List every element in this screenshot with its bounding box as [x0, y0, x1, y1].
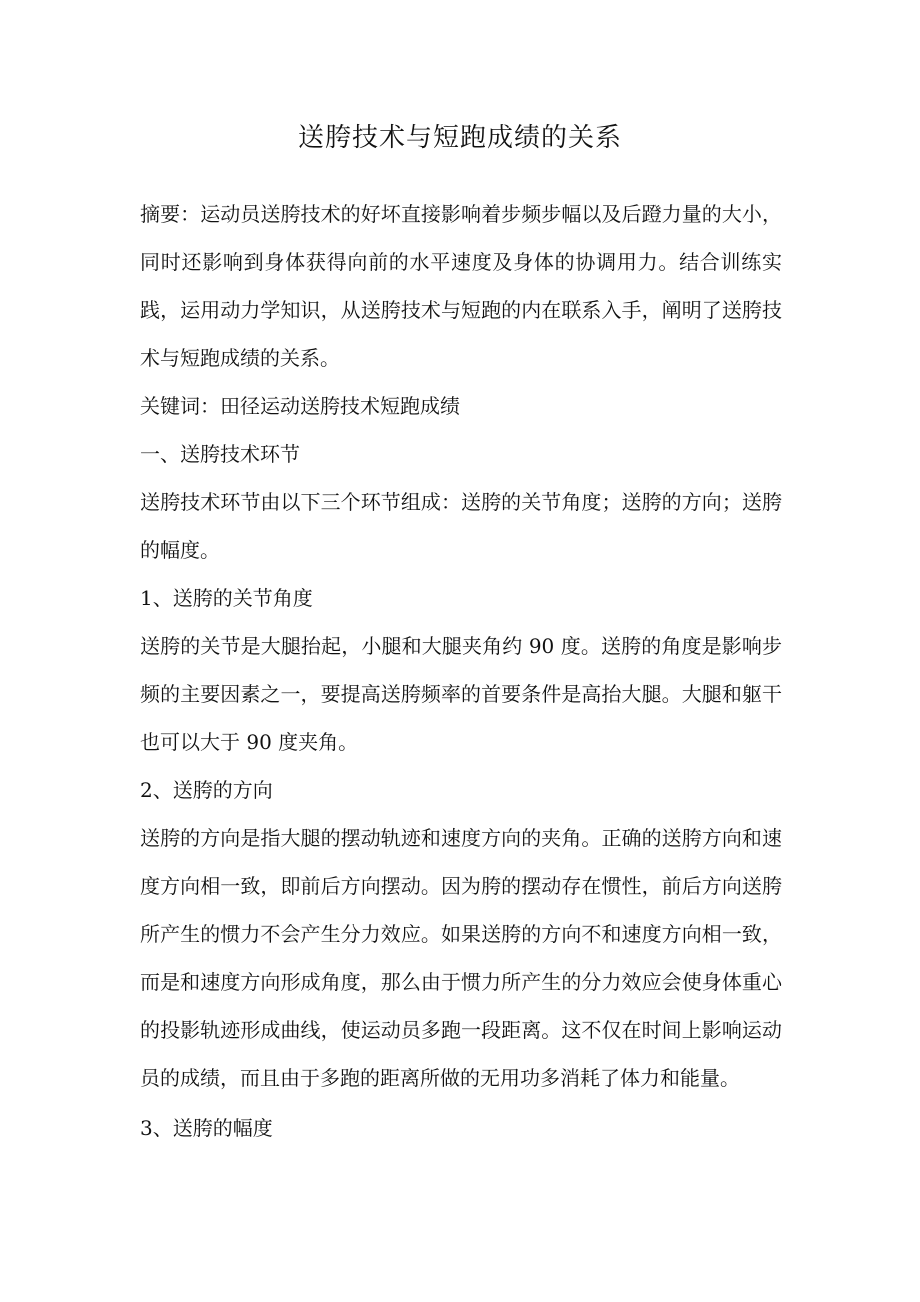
subsection-2-heading: 2、送胯的方向	[140, 778, 273, 802]
subsection-1-heading: 1、送胯的关节角度	[140, 586, 313, 610]
section-1-heading: 一、送胯技术环节	[140, 442, 300, 466]
document-title: 送胯技术与短跑成绩的关系	[297, 123, 622, 153]
subsection-2-paragraph: 送胯的方向是指大腿的摆动轨迹和速度方向的夹角。正确的送胯方向和速度方向相一致，即前后方向摆动。因为胯的摆动存在惯性，前后方向送胯所产生的惯力不会产生分力效应。如果送胯的方向不和速度方向相一致，而是和速度方向形成角度，那么由于惯力所产生的分力效应会使身体重心的投影轨迹形成曲线，使运动员多跑一段距离。这不仅在时间上影响运动员的成绩，而且由于多跑的距离所做的无用功多消耗了体力和能量。	[140, 826, 782, 1090]
keywords-line: 关键词：田径运动送胯技术短跑成绩	[140, 394, 460, 418]
subsection-1-paragraph: 送胯的关节是大腿抬起，小腿和大腿夹角约 90 度。送胯的角度是影响步频的主要因素之一，要提高送胯频率的首要条件是高抬大腿。大腿和躯干也可以大于 90 度夹角。	[140, 634, 782, 754]
document-body	[140, 190, 782, 1152]
section-1-paragraph: 送胯技术环节由以下三个环节组成：送胯的关节角度；送胯的方向；送胯的幅度。	[140, 490, 782, 562]
abstract-paragraph: 摘要：运动员送胯技术的好坏直接影响着步频步幅以及后蹬力量的大小，同时还影响到身体获得向前的水平速度及身体的协调用力。结合训练实践，运用动力学知识，从送胯技术与短跑的内在联系入手，阐明了送胯技术与短跑成绩的关系。	[140, 202, 782, 370]
subsection-3-heading: 3、送胯的幅度	[140, 1116, 273, 1140]
